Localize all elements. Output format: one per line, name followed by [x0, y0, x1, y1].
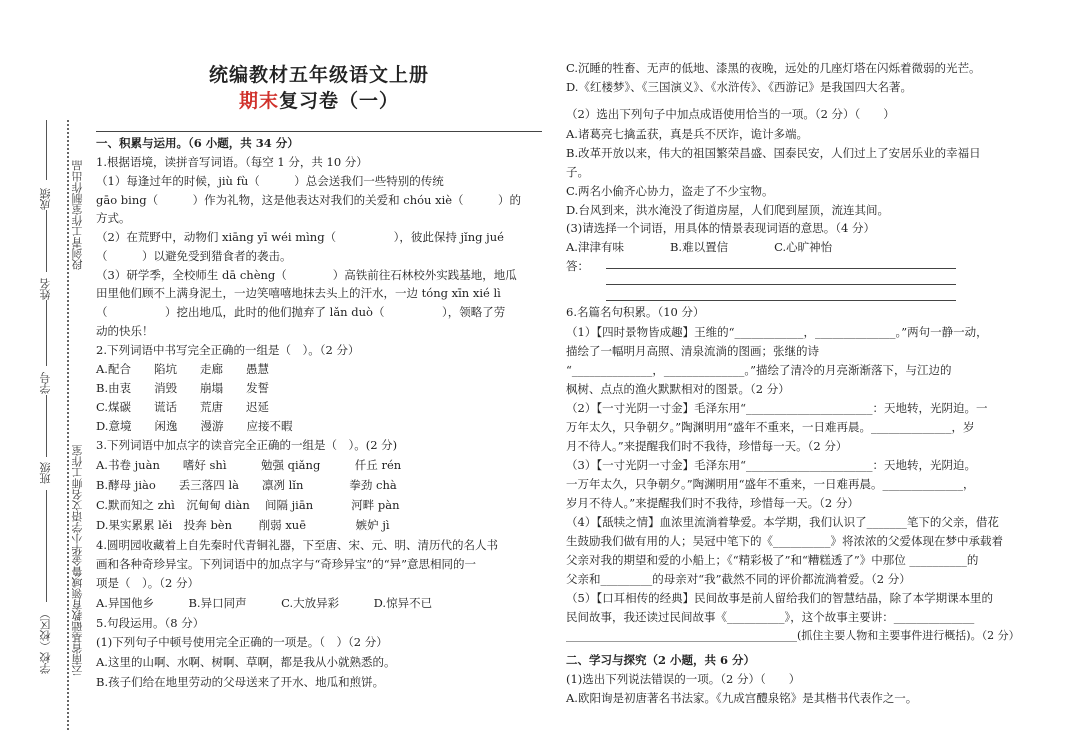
question-text: （1）【四时景物皆成趣】王维的“____________，______________。”两句一静一动， — [566, 325, 988, 339]
option-text: C.默而知之 zhì 沉甸甸 diàn 间隔 jiān 河畔 pàn — [96, 498, 400, 512]
question-text: 田里他们顾不上满身泥土，一边笑嘻嘻地抹去头上的汗水，一边 tóng xīn xié lì — [96, 286, 501, 300]
score-line — [46, 120, 47, 180]
binding-margin — [0, 0, 92, 748]
class-label: 班级 — [39, 462, 52, 484]
question-text: 父亲和_________的母亲对“我”截然不同的评价都流淌着爱。（2 分） — [566, 572, 911, 586]
question-text: 6.名篇名句积累。（10 分） — [566, 305, 705, 319]
dotted-cut-line — [67, 120, 69, 730]
question-text: （5）【口耳相传的经典】民间故事是前人留给我们的智慧结晶，除了本学期课本里的 — [566, 591, 994, 605]
question-text: 3.下列词语中加点字的读音完全正确的一组是（ ）。(2 分) — [96, 438, 398, 452]
school-label: 学校（校区） — [39, 608, 52, 674]
subtitle-rest: 复习卷（一） — [279, 90, 400, 112]
name-line — [46, 210, 47, 272]
question-text: 生鼓励我们做有用的人；吴冠中笔下的《__________》将浓浓的父爱体现在梦中承载着 — [566, 534, 1003, 548]
subtitle-highlight: 期末 — [238, 90, 279, 112]
question-text: gāo bing（ ）作为礼物，这是他表达对我们的关爱和 chóu xiè（ ）的 — [96, 193, 522, 207]
question-text: 方式。 — [96, 211, 131, 225]
option-text: C.沉睡的牲畜、无声的低地、漆黑的夜晚，远处的几座灯塔在闪烁着微弱的光芒。 — [566, 61, 981, 75]
question-text: （2）【一寸光阴一寸金】毛泽东用“______________________：天地转，光阴迫。一 — [566, 401, 988, 415]
question-text: (1)下列句子中顿号使用完全正确的一项是。（ ）（2 分） — [96, 635, 388, 649]
section-divider — [96, 131, 542, 132]
option-text: A.书卷 juàn 嗜好 shì 勉强 qiǎng 仟丘 rén — [96, 458, 402, 472]
question-text: 一万年太久，只争朝夕。”陶渊明用“盛年不重来，一日难再晨。______________， — [566, 477, 975, 491]
option-text: A.这里的山啊、水啊、树啊、草啊，都是我从小就熟悉的。 — [96, 655, 396, 669]
question-text: 万年太久，只争朝夕。”陶渊明用“盛年不重来，一日难再晨。______________，岁 — [566, 420, 975, 434]
option-text: C.两名小偷齐心协力，盗走了不少宝物。 — [566, 184, 774, 198]
option-text: A.异国他乡 B.异口同声 C.大放异彩 D.惊异不已 — [96, 596, 433, 610]
question-text: 项是（ ）。（2 分） — [96, 576, 199, 590]
question-text: （4）【舐犊之情】血浓里流淌着挚爱。本学期，我们认识了_______笔下的父亲，借花 — [566, 515, 999, 529]
question-text: 民间故事，我还读过民间故事《__________》，这个故事主要讲：______________ — [566, 610, 975, 624]
question-text: 描绘了一幅明月高照、清泉流淌的图画；张继的诗 — [566, 344, 819, 358]
question-text: 5.句段运用。（8 分） — [96, 616, 205, 630]
question-text: （3）研学季，全校师生 dā chèng（ ）高铁前往石林校外实践基地，地瓜 — [96, 268, 517, 282]
question-text: 父亲对我的期望和爱的小船上；《“精彩极了”和“糟糕透了”》中那位 __________的 — [566, 553, 979, 567]
score-label: 成绩 — [39, 188, 52, 210]
answer-line[interactable] — [606, 284, 956, 285]
question-text: （ ）挖出地瓜，此时的他们抛弃了 lǎn duò（ ），领略了劳 — [96, 305, 506, 319]
option-text: C.煤碳 谎话 荒唐 迟延 — [96, 400, 270, 414]
school-line — [46, 490, 47, 602]
answer-line[interactable] — [606, 300, 956, 301]
section-heading: 二、学习与探究（2 小题，共 6 分） — [566, 653, 756, 667]
question-text: (3)请选择一个词语，用具体的情景表现词语的意思。（4 分） — [566, 221, 876, 235]
question-text: （ ）以避免受到猎食者的袭击。 — [96, 249, 292, 263]
option-text: A.配合 陷坑 走廊 愚慧 — [96, 362, 269, 376]
student-id-line — [46, 300, 47, 366]
option-text: A.诸葛亮七擒孟获，真是兵不厌诈，诡计多端。 — [566, 127, 808, 141]
option-text: B.由衷 消毁 崩塌 发誓 — [96, 381, 270, 395]
question-text: 岁月不待人。”来提醒我们时不我待，珍惜每一天。（2 分） — [566, 496, 859, 510]
question-text: (1)选出下列说法错误的一项。（2 分）（ ） — [566, 672, 801, 686]
option-text: D.《红楼梦》、《三国演义》、《水浒传》、《西游记》是我国四大名著。 — [566, 80, 912, 94]
option-text: D.意境 闲逸 漫游 应接不暇 — [96, 419, 293, 433]
option-text: D.台风到来，洪水淹没了街道房屋，人们爬到屋顶，流连其间。 — [566, 203, 889, 217]
page-subtitle — [96, 86, 542, 113]
answer-line[interactable] — [606, 268, 956, 269]
option-text: B.孩子们给在地里劳动的父母送来了开水、地瓜和煎饼。 — [96, 675, 385, 689]
question-text: 枫树、点点的渔火默默相对的图景。（2 分） — [566, 382, 790, 396]
question-text: 4.圆明园收藏着上自先秦时代青铜礼器，下至唐、宋、元、明、清历代的名人书 — [96, 538, 498, 552]
option-text: B.改革开放以来，伟大的祖国繁荣昌盛、国泰民安，人们过上了安居乐业的幸福日 — [566, 146, 981, 160]
question-text: （2）在荒野中，动物们 xiāng yī wéi mìng（ ），彼此保持 jǐng jué — [96, 230, 504, 244]
studio-credit: 段剑青工作室制作出品 — [71, 160, 84, 270]
section-heading: 一、积累与运用。（6 小题，共 34 分） — [96, 136, 299, 150]
question-text: （1）每逢过年的时候，jiù fù（ ）总会送我们一些特别的传统 — [96, 174, 444, 188]
option-text: A.津津有味 B.难以置信 C.心旷神怡 — [566, 240, 833, 254]
question-text: （3）【一寸光阴一寸金】毛泽东用“______________________：天地转，光阴迫。 — [566, 458, 976, 472]
name-label: 姓名 — [39, 278, 52, 300]
option-text: D.果实累累 lěi 投奔 bèn 削弱 xuē 嫉妒 jì — [96, 518, 390, 532]
option-text: 子。 — [566, 165, 589, 179]
answer-label: 答： — [566, 259, 589, 273]
question-text: 月不待人。”来提醒我们时不我待，珍惜每一天。（2 分） — [566, 439, 848, 453]
class-line — [46, 395, 47, 457]
student-id-label: 学号 — [39, 372, 52, 394]
question-text: __________________________________________(抓住主要人物和主要事件进行概括)。（2 分） — [566, 629, 1020, 642]
question-text: （2）选出下列句子中加点成语使用恰当的一项。（2 分）（ ） — [566, 107, 895, 121]
teacher-studio-credit: 云南省基础教育领域鲁金华小学语文名师工作室 — [71, 445, 84, 676]
question-text: 画和各种奇珍异宝。下列词语中的加点字与“奇珍异宝”的“异”意思相同的一 — [96, 557, 477, 571]
page-title: 统编教材五年级语文上册 — [208, 64, 429, 86]
question-text: 2.下列词语中书写完全正确的一组是（ ）。（2 分） — [96, 343, 360, 357]
option-text: A.欧阳询是初唐著名书法家。《九成宫醴泉铭》是其楷书代表作之一。 — [566, 691, 918, 705]
question-text: “______________，______________。”描绘了清冷的月亮渐渐落下，与江边的 — [566, 363, 952, 377]
question-text: 1.根据语境，读拼音写词语。（每空 1 分，共 10 分） — [96, 155, 368, 169]
option-text: B.酵母 jiào 丢三落四 là 凛冽 lǐn 拳劲 chà — [96, 478, 397, 492]
question-text: 动的快乐！ — [96, 324, 154, 338]
